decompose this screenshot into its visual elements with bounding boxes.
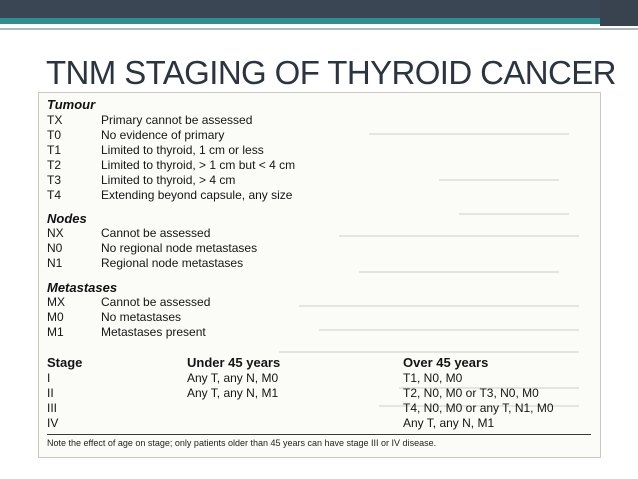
slide-header-corner	[600, 0, 638, 26]
stage-row	[47, 371, 597, 386]
tumour-desc: Extending beyond capsule, any size	[101, 188, 293, 202]
tumour-code: T4	[47, 188, 62, 202]
slide-header-rule	[0, 28, 638, 30]
tumour-code: T1	[47, 143, 62, 157]
nodes-heading: Nodes	[47, 211, 87, 226]
stage-code: II	[47, 386, 54, 400]
scanned-staging-table	[38, 92, 601, 458]
tumour-heading: Tumour	[47, 97, 96, 112]
stage-over-45: T4, N0, M0 or any T, N1, M0	[403, 401, 554, 415]
stage-under-45: Any T, any N, M1	[187, 386, 279, 400]
nodes-code: N1	[47, 256, 63, 270]
stage-heading: Stage	[47, 355, 83, 370]
footnote: Note the effect of age on stage; only patients older than 45 years can have stage III or IV disease.	[47, 438, 437, 448]
under-45-heading: Under 45 years	[187, 355, 281, 370]
metastases-desc: No metastases	[101, 310, 182, 324]
tumour-desc: No evidence of primary	[101, 128, 225, 142]
tumour-code: T0	[47, 128, 62, 142]
stage-code: III	[47, 401, 58, 415]
metastases-code: M1	[47, 325, 64, 339]
tumour-desc: Limited to thyroid, 1 cm or less	[101, 143, 264, 157]
nodes-code: N0	[47, 241, 63, 255]
metastases-code: MX	[47, 295, 65, 309]
stage-over-45: T2, N0, M0 or T3, N0, M0	[403, 386, 539, 400]
nodes-desc: Cannot be assessed	[101, 226, 211, 240]
nodes-desc: No regional node metastases	[101, 241, 258, 255]
nodes-code: NX	[47, 226, 64, 240]
metastases-desc: Metastases present	[101, 325, 206, 339]
tumour-code: TX	[47, 113, 63, 127]
slide-header-accent	[0, 18, 600, 24]
tumour-desc: Primary cannot be assessed	[101, 113, 253, 127]
nodes-desc: Regional node metastases	[101, 256, 244, 270]
tumour-code: T2	[47, 158, 62, 172]
stage-row	[47, 416, 597, 431]
stage-row	[47, 386, 597, 401]
slide-title: TNM STAGING OF THYROID CANCER	[46, 54, 616, 91]
tumour-code: T3	[47, 173, 62, 187]
stage-over-45: T1, N0, M0	[403, 371, 463, 385]
stage-code: I	[47, 371, 51, 385]
stage-row	[47, 401, 597, 416]
tumour-desc: Limited to thyroid, > 4 cm	[101, 173, 236, 187]
stage-code: IV	[47, 416, 59, 430]
metastases-heading: Metastases	[47, 280, 118, 295]
stage-under-45: Any T, any N, M0	[187, 371, 279, 385]
metastases-code: M0	[47, 310, 64, 324]
metastases-desc: Cannot be assessed	[101, 295, 211, 309]
over-45-heading: Over 45 years	[403, 355, 489, 370]
tumour-desc: Limited to thyroid, > 1 cm but < 4 cm	[101, 158, 296, 172]
note-divider	[47, 434, 591, 435]
stage-over-45: Any T, any N, M1	[403, 416, 495, 430]
